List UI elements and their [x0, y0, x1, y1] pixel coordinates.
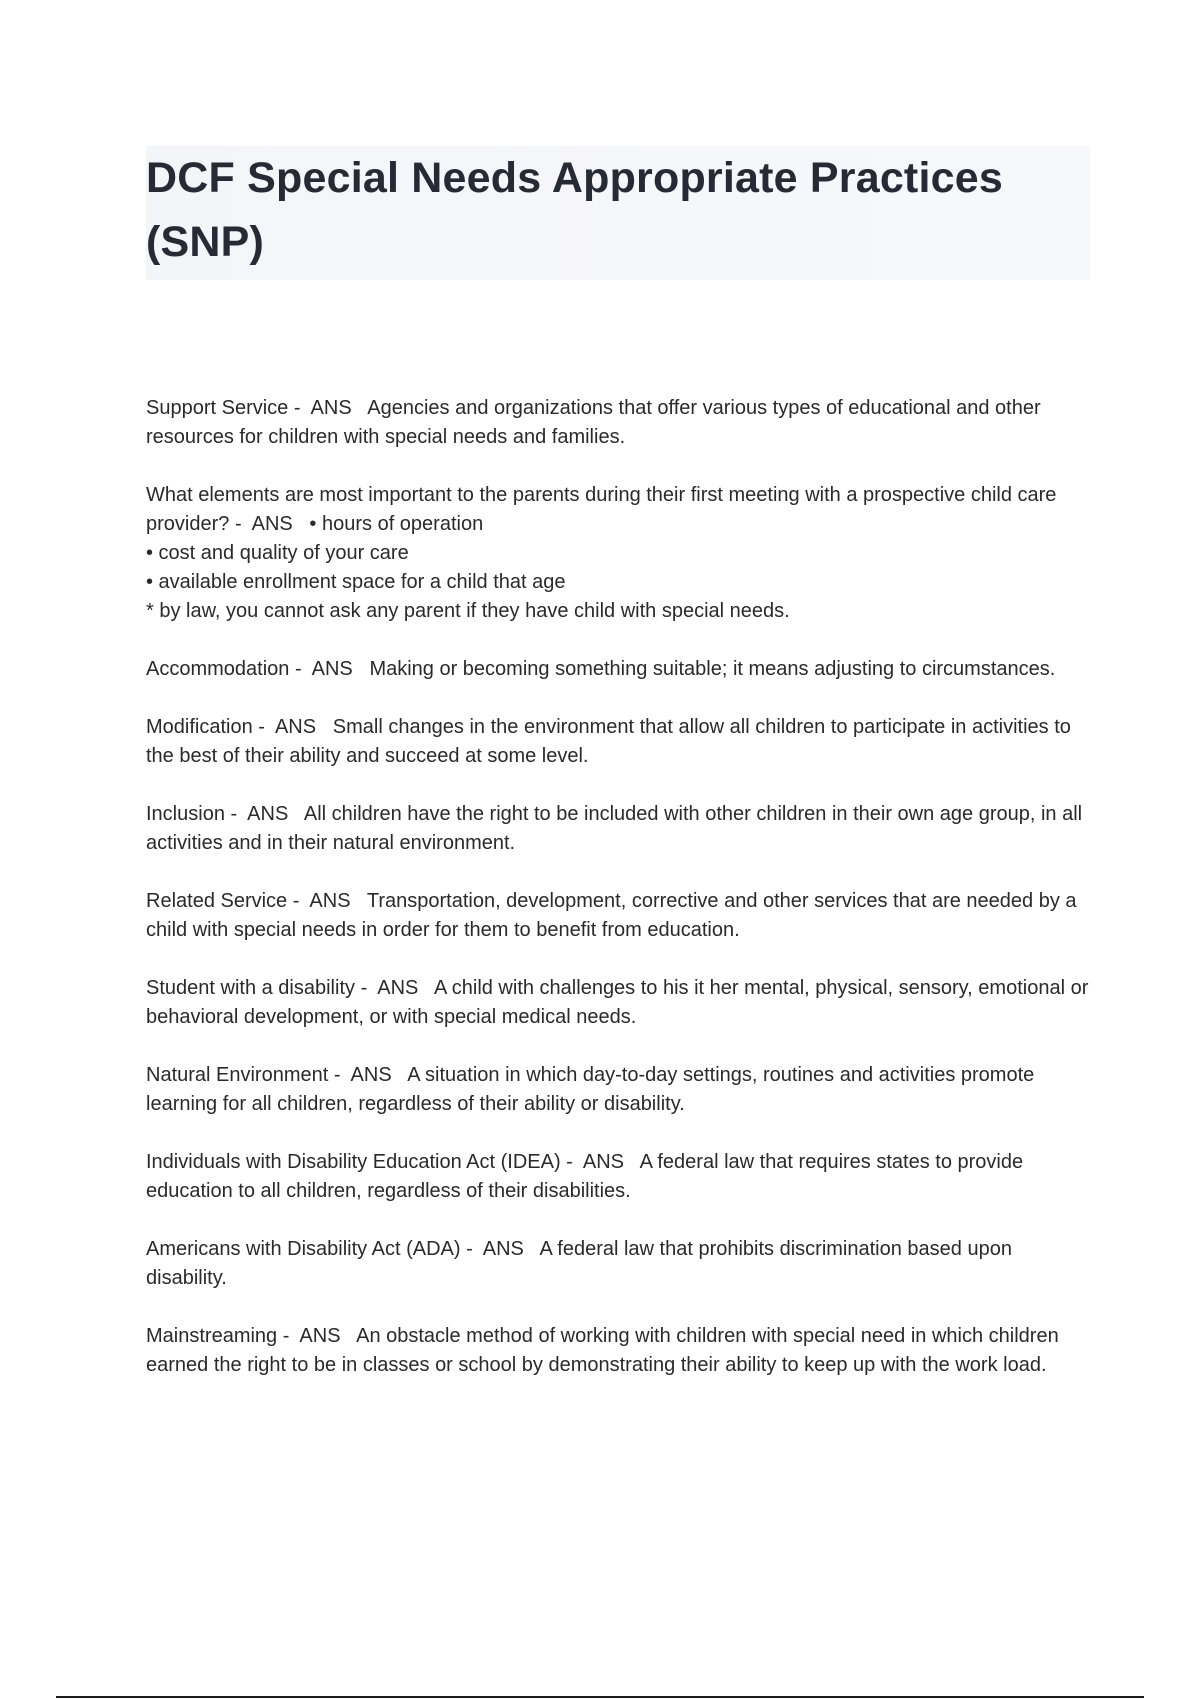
qa-term: What elements are most important to the parents during their first meeting with a prospective child care provider? — [146, 484, 1062, 535]
page-bottom-divider — [56, 1696, 1144, 1698]
qa-separator: - — [560, 1151, 583, 1173]
qa-item-student-with-disability — [146, 974, 1096, 1032]
qa-separator: - — [224, 803, 248, 825]
ans-label: ANS — [582, 1151, 624, 1173]
qa-answer: A child with challenges to his it her mental, physical, sensory, emotional or behavioral development, or with special medical needs. — [146, 977, 1094, 1028]
qa-item-modification — [146, 713, 1096, 771]
qa-term: Support Service — [146, 397, 289, 419]
qa-separator: - — [460, 1238, 483, 1260]
qa-term: Mainstreaming — [146, 1325, 278, 1347]
ans-label: ANS — [251, 513, 293, 535]
qa-answer: • hours of operation — [309, 513, 484, 535]
qa-term: Americans with Disability Act (ADA) — [146, 1238, 461, 1260]
qa-separator: - — [328, 1064, 351, 1086]
page-title: DCF Special Needs Appropriate Practices (SNP) — [146, 154, 1003, 266]
qa-item-mainstreaming — [146, 1322, 1096, 1380]
ans-label: ANS — [247, 803, 289, 825]
qa-separator: - — [289, 658, 312, 680]
qa-separator: - — [252, 716, 275, 738]
qa-item-accommodation — [146, 655, 1096, 684]
ans-label: ANS — [309, 890, 351, 912]
qa-list — [146, 394, 1096, 1409]
ans-label: ANS — [310, 397, 352, 419]
qa-item-ada — [146, 1235, 1096, 1293]
qa-separator: - — [287, 890, 310, 912]
qa-answer: All children have the right to be included with other children in their own age group, in all activities and in their natural environment. — [146, 803, 1088, 854]
ans-label: ANS — [274, 716, 317, 738]
qa-separator: - — [355, 977, 378, 999]
qa-separator: - — [277, 1325, 300, 1347]
qa-answer: Agencies and organizations that offer various types of educational and other resources for children with special needs and families. — [146, 397, 1047, 448]
answer-line-law-note: * by law, you cannot ask any parent if they have child with special needs. — [146, 600, 790, 622]
qa-term: Natural Environment — [146, 1064, 329, 1086]
qa-separator: - — [229, 513, 252, 535]
qa-item-parent-meeting-elements — [146, 481, 1096, 626]
qa-item-support-service — [146, 394, 1096, 452]
ans-label: ANS — [482, 1238, 524, 1260]
ans-label: ANS — [377, 977, 419, 999]
qa-item-idea — [146, 1148, 1096, 1206]
title-banner — [146, 146, 1090, 280]
ans-label: ANS — [350, 1064, 392, 1086]
qa-answer: An obstacle method of working with children with special need in which children earned the right to be in classes or school by demonstrating their ability to keep up with the work load. — [146, 1325, 1065, 1376]
ans-label: ANS — [311, 658, 353, 680]
qa-answer: A federal law that prohibits discrimination based upon disability. — [146, 1238, 1018, 1289]
qa-answer: Making or becoming something suitable; it means adjusting to circumstances. — [369, 658, 1056, 680]
qa-answer: A federal law that requires states to provide education to all children, regardless of their disabilities. — [146, 1151, 1029, 1202]
ans-label: ANS — [299, 1325, 341, 1347]
qa-term: Individuals with Disability Education Act (IDEA) — [146, 1151, 561, 1173]
qa-term: Related Service — [146, 890, 288, 912]
qa-item-natural-environment — [146, 1061, 1096, 1119]
qa-answer: Small changes in the environment that allow all children to participate in activities to the best of their ability and succeed at some level. — [146, 716, 1077, 767]
qa-answer: A situation in which day-to-day settings, routines and activities promote learning for all children, regardless of their ability or disability. — [146, 1064, 1040, 1115]
qa-term: Modification — [146, 716, 253, 738]
qa-term: Accommodation — [146, 658, 290, 680]
qa-answer: Transportation, development, corrective and other services that are needed by a child with special needs in order for them to benefit from education. — [146, 890, 1083, 941]
qa-item-inclusion — [146, 800, 1096, 858]
qa-separator: - — [288, 397, 311, 419]
answer-line-cost-quality: • cost and quality of your care — [146, 542, 409, 564]
answer-line-enrollment-space: • available enrollment space for a child that age — [146, 571, 566, 593]
qa-item-related-service — [146, 887, 1096, 945]
qa-term: Student with a disability — [146, 977, 356, 999]
qa-term: Inclusion — [146, 803, 225, 825]
